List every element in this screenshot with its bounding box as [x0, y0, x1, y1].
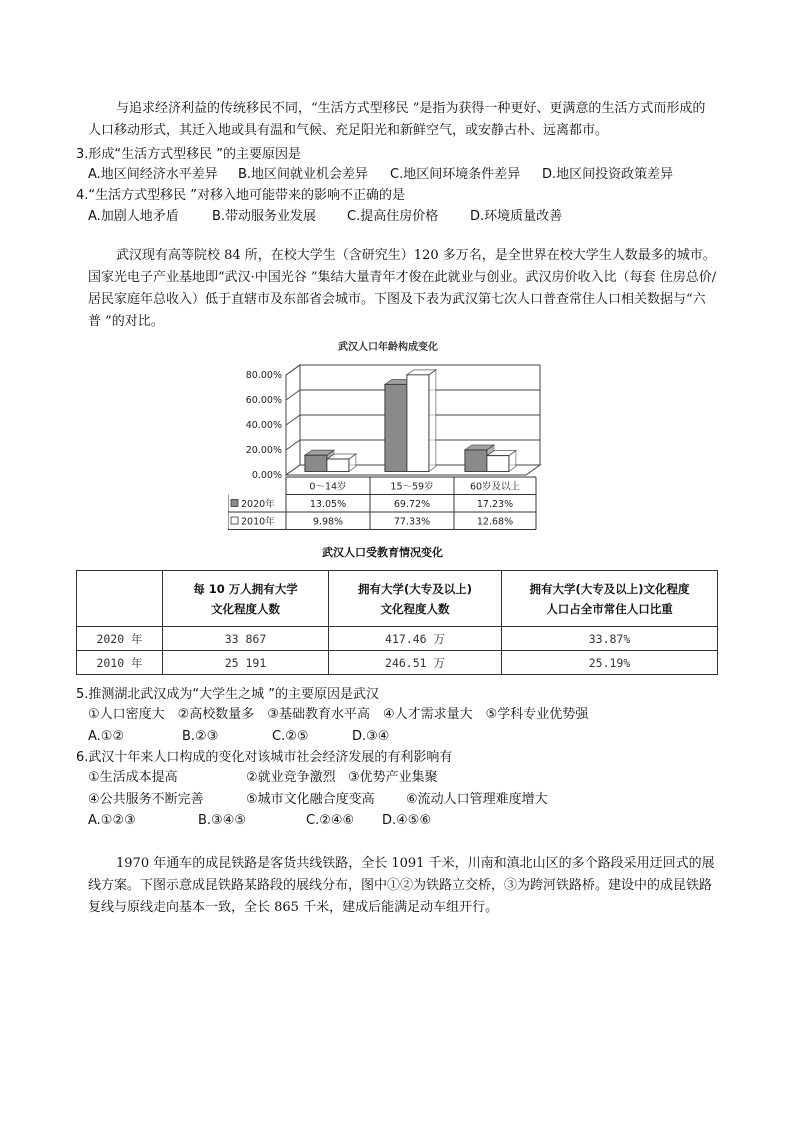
q3-option-a: A.地区间经济水平差异: [88, 167, 218, 182]
passage-2: 武汉现有高等院校 84 所，在校大学生（含研究生）120 多万名，是全世界在校大学生人数最多的城市。国家光电子产业基地即“武汉·中国光谷 ”集结大量青年才俊在此就业与创业。武汉房价收入比（每套 住房总价/居民家庭年总收入）低于直辖市及东部省会城市。下图及下表为武汉第七次人口普查常住人口相关数据与“六普 ”的对比。: [88, 248, 717, 329]
table-cell: 25 191: [163, 651, 329, 675]
bar-side: [429, 370, 436, 472]
q4-option-d: D.环境质量改善: [470, 209, 563, 224]
bar-front: [385, 384, 407, 471]
q5-option-a: A.①②: [88, 729, 125, 744]
table-row: [77, 651, 718, 675]
passage-1: 与追求经济利益的传统移民不同，“生活方式型移民 ”是指为获得一种更好、更满意的生活方式而形成的人口移动形式，其迁入地或具有温和气候、充足阳光和新鲜空气，或安静古朴、远离都市。: [88, 101, 706, 138]
table-cell: 33 867: [163, 627, 329, 651]
data-label: 77.33%: [393, 516, 431, 528]
chart-title: 武汉人口年龄构成变化: [338, 342, 438, 353]
bar: [407, 370, 436, 472]
data-label: 69.72%: [393, 499, 431, 510]
table-header-empty: [77, 571, 163, 627]
q6-item-5: ⑤城市文化融合度变高: [246, 792, 375, 807]
passage-3: 1970 年通车的成昆铁路是客货共线铁路，全长 1091 千米，川南和滇北山区的多个路段采用迂回式的展线方案。下图示意成昆铁路某路段的展线分布，图中①②为铁路立交桥，③为跨河铁路桥。建设中的成昆铁路复线与原线走向基本一致，全长 865 千米，建成后能满足动车组开行。: [88, 856, 715, 915]
y-tick-label: 40.00%: [245, 420, 282, 431]
data-label: 12.68%: [476, 516, 514, 528]
x-tick-label: 0～14岁: [309, 481, 347, 493]
q4-option-b: B.带动服务业发展: [212, 209, 317, 224]
bar: [487, 451, 516, 472]
age-structure-chart: [228, 337, 548, 532]
x-tick-label: 60岁及以上: [469, 481, 521, 493]
question-4-stem: 4.“生活方式型移民 ”对移入地可能带来的影响不正确的是: [76, 188, 406, 203]
legend-swatch: [231, 517, 238, 524]
table-header-share: 拥有大学(大专及以上)文化程度 人口占全市常住人口比重: [502, 571, 718, 627]
question-6-stem: 6.武汉十年来人口构成的变化对该城市社会经济发展的有利影响有: [76, 750, 453, 765]
q6-item-2: ②就业竞争激烈: [246, 770, 336, 785]
table-cell: 2010 年: [77, 651, 163, 675]
q5-option-d: D.③④: [352, 729, 390, 744]
q4-option-a: A.加剧人地矛盾: [88, 209, 179, 224]
q5-option-b: B.②③: [182, 729, 219, 744]
education-table: [76, 570, 718, 675]
q6-option-b: B.③④⑤: [198, 813, 247, 828]
data-label: 13.05%: [309, 499, 347, 510]
q3-option-b: B.地区间就业机会差异: [238, 167, 369, 182]
q6-item-1: ①生活成本提高: [88, 770, 178, 785]
q4-option-c: C.提高住房价格: [347, 209, 439, 224]
bar-front: [327, 459, 349, 471]
y-tick-label: 60.00%: [245, 395, 282, 406]
table-cell: 33.87%: [502, 627, 718, 651]
table-cell: 246.51 万: [329, 651, 502, 675]
legend-label: 2010年: [241, 516, 275, 528]
y-tick-label: 20.00%: [245, 445, 282, 456]
q3-option-c: C.地区间环境条件差异: [390, 167, 521, 182]
y-tick-label: 0.00%: [251, 470, 282, 481]
data-label: 9.98%: [312, 516, 344, 528]
q5-option-c: C.②⑤: [272, 729, 309, 744]
table-cell: 25.19%: [502, 651, 718, 675]
q6-item-3: ③优势产业集聚: [348, 770, 438, 785]
bar-front: [407, 375, 429, 472]
bar-front: [487, 456, 509, 472]
q6-item-6: ⑥流动人口管理难度增大: [406, 792, 548, 807]
q6-item-4: ④公共服务不断完善: [88, 792, 204, 807]
legend-swatch: [231, 500, 238, 507]
legend-label: 2020年: [241, 499, 275, 510]
q6-option-a: A.①②③: [88, 813, 136, 828]
bar: [327, 454, 356, 471]
table-cell: 417.46 万: [329, 627, 502, 651]
table-title: 武汉人口受教育情况变化: [322, 546, 443, 559]
question-3-stem: 3.形成“生活方式型移民 ”的主要原因是: [76, 147, 302, 162]
bar-front: [465, 450, 487, 472]
q5-items: ①人口密度大 ②高校数量多 ③基础教育水平高 ④人才需求量大 ⑤学科专业优势强: [88, 707, 589, 722]
table-header-per-100k: 每 10 万人拥有大学 文化程度人数: [163, 571, 329, 627]
table-row: [77, 627, 718, 651]
x-tick-label: 15～59岁: [390, 481, 434, 493]
table-header-count: 拥有大学(大专及以上) 文化程度人数: [329, 571, 502, 627]
bar-front: [305, 455, 327, 471]
q6-option-c: C.②④⑥: [306, 813, 355, 828]
question-5-stem: 5.推测湖北武汉成为“大学生之城 ”的主要原因是武汉: [76, 687, 380, 702]
table-cell: 2020 年: [77, 627, 163, 651]
data-label: 17.23%: [476, 499, 514, 510]
q6-option-d: D.④⑤⑥: [382, 813, 432, 828]
y-tick-label: 80.00%: [245, 370, 282, 381]
q3-option-d: D.地区间投资政策差异: [542, 167, 674, 182]
